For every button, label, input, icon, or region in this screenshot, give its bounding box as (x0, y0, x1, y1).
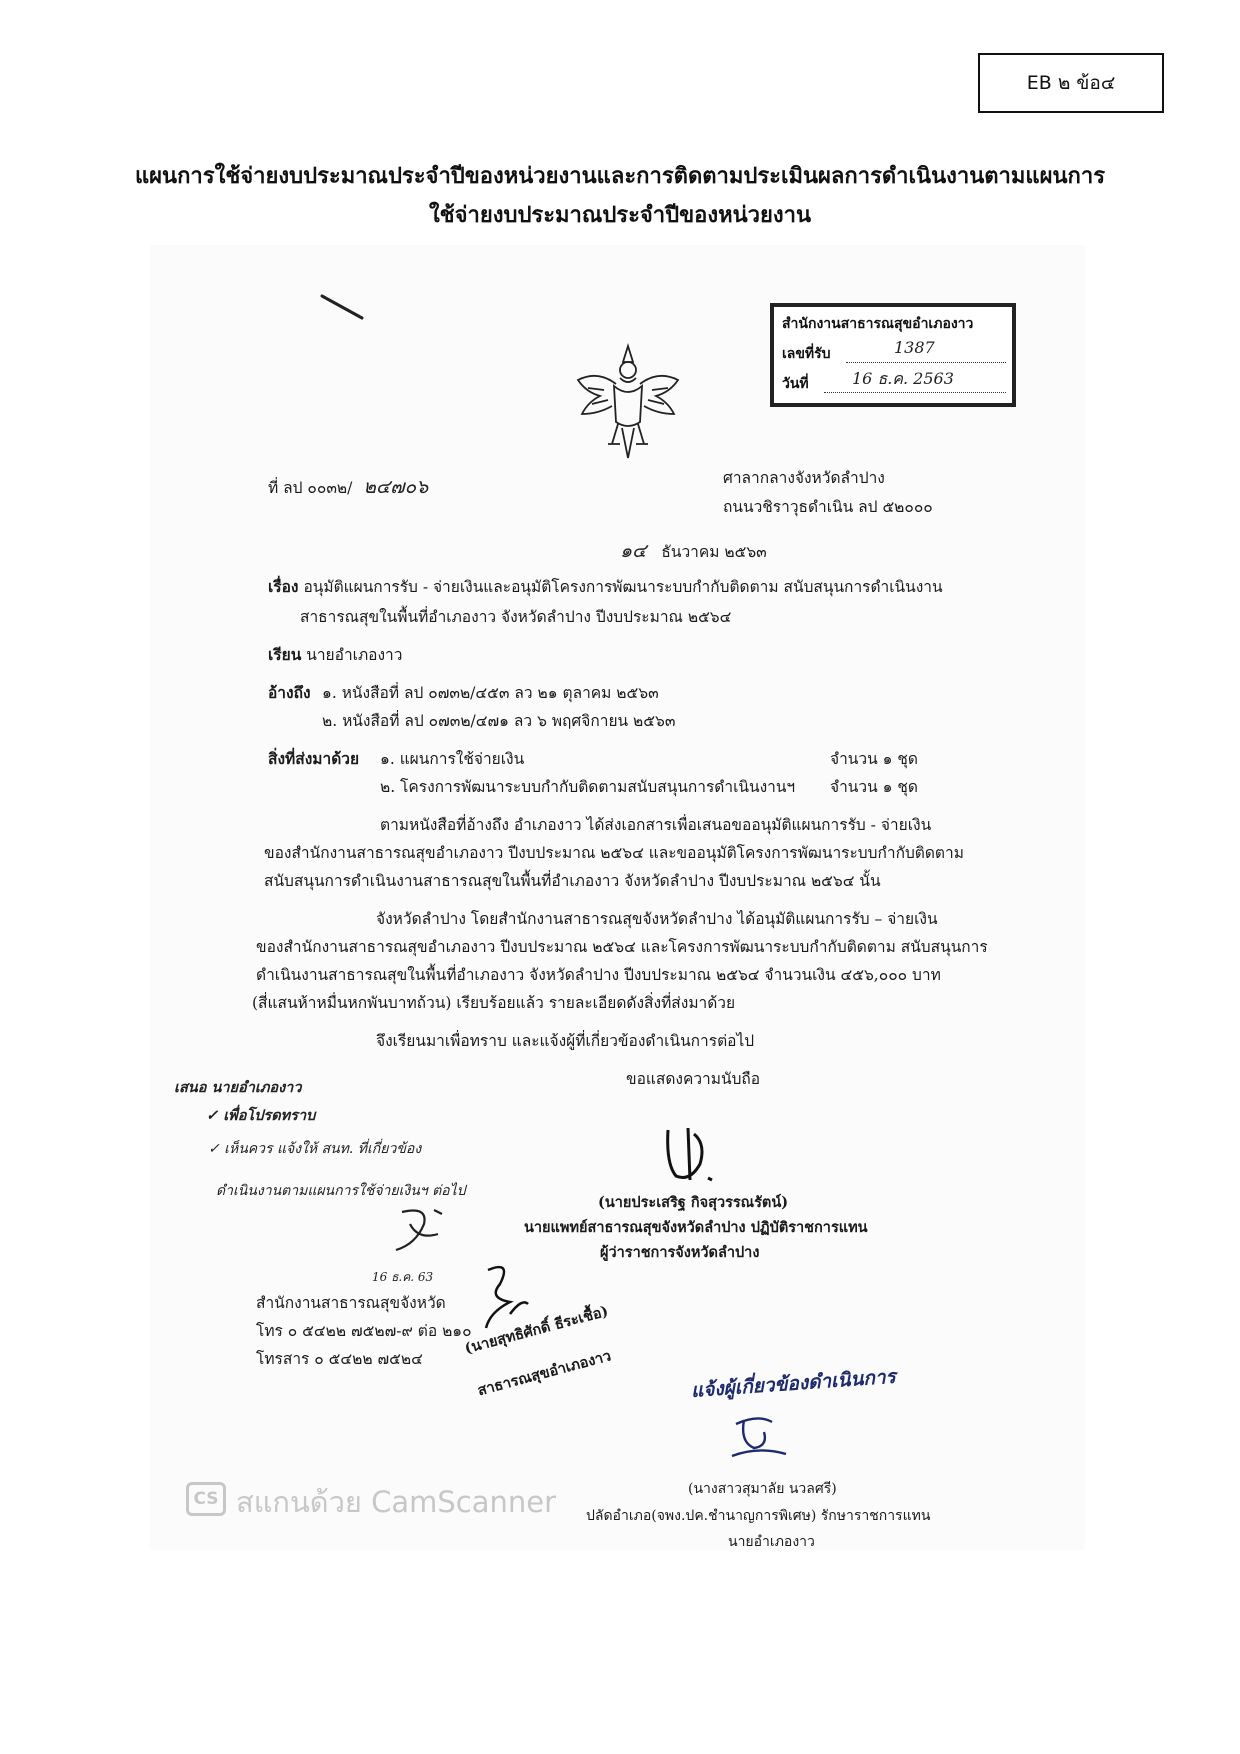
deputy-position-2: นายอำเภองาว (728, 1534, 815, 1550)
deputy-name: (นางสาวสุมาลัย นวลศรี) (688, 1481, 837, 1497)
enclosure-label: สิ่งที่ส่งมาด้วย (268, 749, 360, 768)
receive-stamp-date-label: วันที่ (782, 376, 809, 392)
page-title-line1: แผนการใช้จ่ายงบประมาณประจำปีของหน่วยงานและการติดตามประเมินผลการดำเนินงานตามแผนการ (134, 164, 1106, 189)
para2-line3: ดำเนินงานสาธารณสุขในพื้นที่อำเภองาว จังหวัดลำปาง ปีงบประมาณ ๒๕๖๔ จำนวนเงิน ๔๕๖,๐๐๐ บาท (256, 966, 941, 984)
sender-address-line2: ถนนวชิราวุธดำเนิน ลป ๕๒๐๐๐ (723, 498, 933, 516)
enclosure-item-2-qty: จำนวน ๑ ชุด (830, 778, 918, 796)
letter-date: ธันวาคม ๒๕๖๓ (661, 543, 767, 561)
note-to: เสนอ นายอำเภองาว (174, 1079, 302, 1096)
signature-deputy (728, 1412, 792, 1466)
closing: ขอแสดงความนับถือ (626, 1070, 761, 1088)
note-date: 16 ธ.ค. 63 (372, 1270, 434, 1284)
deputy-position: ปลัดอำเภอ(จพง.ปค.ชำนาญการพิเศษ) รักษาราชการแทน (586, 1508, 931, 1524)
note-line-3: ดำเนินงานตามแผนการใช้จ่ายเงินฯ ต่อไป (216, 1183, 466, 1199)
para1-line3: สนับสนุนการดำเนินงานสาธารณสุขในพื้นที่อำเภองาว จังหวัดลำปาง ปีงบประมาณ ๒๕๖๔ นั้น (264, 872, 881, 890)
signature-provincial (660, 1124, 720, 1186)
receive-stamp-number-line (846, 361, 1006, 363)
note-line-1: ✓ เพื่อโปรดทราบ (206, 1107, 316, 1124)
para2-line4: (สี่แสนห้าหมื่นหกพันบาทถ้วน) เรียบร้อยแล้ว รายละเอียดดังสิ่งที่ส่งมาด้วย (252, 994, 736, 1012)
reference-box (978, 53, 1164, 113)
enclosure-item-1-qty: จำนวน ๑ ชุด (830, 750, 918, 768)
letter-date-day: ๑๔ (620, 540, 647, 562)
garuda-emblem (568, 340, 688, 465)
health-officer-name: (นายสุทธิศักดิ์ ธีระเชื้อ) (462, 1302, 611, 1358)
ref-item-2: ๒. หนังสือที่ ลป ๐๗๓๒/๔๗๑ ลว ๖ พฤศจิกายน ๒๕๖๓ (322, 712, 676, 730)
health-officer-position: สาธารณสุขอำเภองาว (475, 1347, 613, 1400)
enclosure-item-2: ๒. โครงการพัฒนาระบบกำกับติดตามสนับสนุนการดำเนินงานฯ (380, 778, 796, 796)
footer-office: สำนักงานสาธารณสุขจังหวัด (256, 1294, 446, 1312)
page-title-line2: ใช้จ่ายงบประมาณประจำปีของหน่วยงาน (428, 203, 812, 228)
receive-stamp-date-value: 16 ธ.ค. 2563 (852, 369, 954, 388)
receive-stamp (770, 303, 1016, 407)
para1-line2: ของสำนักงานสาธารณสุขอำเภองาว ปีงบประมาณ ๒๕๖๔ และขออนุมัติโครงการพัฒนาระบบกำกับติดตาม (264, 844, 964, 862)
signer-name: (นายประเสริฐ กิจสุวรรณรัตน์) (598, 1194, 789, 1211)
para2-line1: จังหวัดลำปาง โดยสำนักงานสาธารณสุขจังหวัดลำปาง ได้อนุมัติแผนการรับ – จ่ายเงิน (376, 910, 938, 928)
note-line-2: ✓ เห็นควร แจ้งให้ สนท. ที่เกี่ยวข้อง (208, 1141, 422, 1157)
subject-line2: สาธารณสุขในพื้นที่อำเภองาว จังหวัดลำปาง ปีงบประมาณ ๒๕๖๔ (300, 608, 732, 626)
signer-position-2: ผู้ว่าราชการจังหวัดลำปาง (600, 1244, 760, 1261)
sender-address-line1: ศาลากลางจังหวัดลำปาง (723, 469, 885, 487)
para2-line2: ของสำนักงานสาธารณสุขอำเภองาว ปีงบประมาณ ๒๕๖๔ และโครงการพัฒนาระบบกำกับติดตาม สนับสนุนการ (256, 938, 988, 956)
receive-stamp-office: สำนักงานสาธารณสุขอำเภองาว (782, 316, 974, 332)
letter-ref-no-handwritten: ๒๔๗๐๖ (363, 476, 429, 498)
receive-stamp-number-label: เลขที่รับ (782, 346, 831, 362)
enclosure-item-1: ๑. แผนการใช้จ่ายเงิน (380, 750, 525, 768)
footer-fax: โทรสาร ๐ ๕๔๒๒ ๗๕๒๔ (256, 1350, 423, 1368)
subject-line1: อนุมัติแผนการรับ - จ่ายเงินและอนุมัติโครงการพัฒนาระบบกำกับติดตาม สนับสนุนการดำเนินงาน (303, 578, 943, 596)
para3: จึงเรียนมาเพื่อทราบ และแจ้งผู้ที่เกี่ยวข้องดำเนินการต่อไป (376, 1032, 755, 1050)
footer-tel: โทร ๐ ๕๔๒๒ ๗๕๒๗-๙ ต่อ ๒๑๐ (256, 1322, 472, 1340)
receive-stamp-number-value: 1387 (894, 338, 935, 357)
para1-line1: ตามหนังสือที่อ้างถึง อำเภองาว ได้ส่งเอกสารเพื่อเสนอขออนุมัติแผนการรับ - จ่ายเงิน (380, 816, 932, 834)
signature-note (388, 1204, 448, 1258)
letter-ref-no: ที่ ลป ๐๐๓๒/ (268, 479, 353, 497)
reference-box-text: EB ๒ ข้อ๔ (1026, 72, 1116, 94)
ref-label: อ้างถึง (268, 683, 311, 702)
camscanner-watermark: สแกนด้วย CamScanner (236, 1485, 557, 1519)
subject-label: เรื่อง (268, 577, 299, 596)
to-label: เรียน (268, 645, 302, 664)
camscanner-logo: CS (186, 1482, 226, 1516)
to-value: นายอำเภองาว (306, 646, 403, 664)
signer-position-1: นายแพทย์สาธารณสุขจังหวัดลำปาง ปฏิบัติราชการแทน (524, 1219, 868, 1236)
blue-note: แจ้งผู้เกี่ยวข้องดำเนินการ (690, 1365, 897, 1402)
ref-item-1: ๑. หนังสือที่ ลป ๐๗๓๒/๔๕๓ ลว ๒๑ ตุลาคม ๒๕๖๓ (322, 684, 659, 702)
pen-mark (318, 292, 368, 322)
